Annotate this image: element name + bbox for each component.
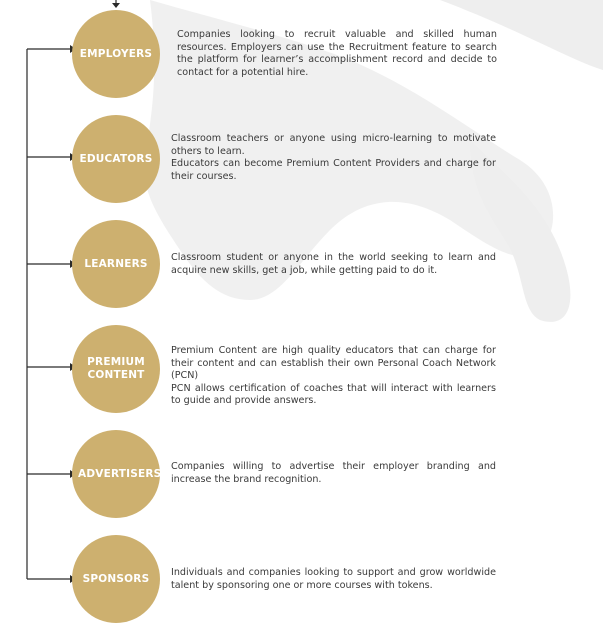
description-line: Premium Content are high quality educators that can charge for their content and can establish their own Personal Coach Network (PCN) (171, 345, 496, 382)
node-label: ADVERTISERS (78, 467, 162, 480)
node-label: LEARNERS (84, 257, 148, 270)
node-label: EDUCATORS (79, 152, 153, 165)
node-advertisers (72, 430, 160, 518)
description-employers (177, 29, 497, 79)
node-premium-content (72, 325, 160, 413)
description-learners (171, 252, 496, 277)
node-label: PREMIUM CONTENT (87, 356, 145, 381)
node-label: SPONSORS (82, 572, 150, 585)
description-line: Individuals and companies looking to support and grow worldwide talent by sponsoring one or more courses with tokens. (171, 567, 496, 591)
description-line: Companies willing to advertise their employer branding and increase the brand recognition. (171, 461, 496, 485)
description-educators (171, 133, 496, 183)
description-sponsors (171, 567, 496, 592)
node-sponsors (72, 535, 160, 623)
node-educators (72, 115, 160, 203)
description-line: PCN allows certification of coaches that will interact with learners to guide and provide answers. (171, 382, 496, 407)
description-premium-content (171, 345, 496, 408)
description-line: Companies looking to recruit valuable and skilled human resources. Employers can use the Recruitment feature to search the platform for learner’s accomplishment record and decide to contact for a potential hire. (177, 29, 497, 78)
node-learners (72, 220, 160, 308)
description-advertisers (171, 461, 496, 486)
node-label: EMPLOYERS (79, 47, 153, 60)
description-line: Classroom teachers or anyone using micro-learning to motivate others to learn. (171, 133, 496, 157)
description-line: Classroom student or anyone in the world seeking to learn and acquire new skills, get a job, while getting paid to do it. (171, 252, 496, 276)
description-line: Educators can become Premium Content Providers and charge for their courses. (171, 158, 496, 182)
node-employers (72, 10, 160, 98)
